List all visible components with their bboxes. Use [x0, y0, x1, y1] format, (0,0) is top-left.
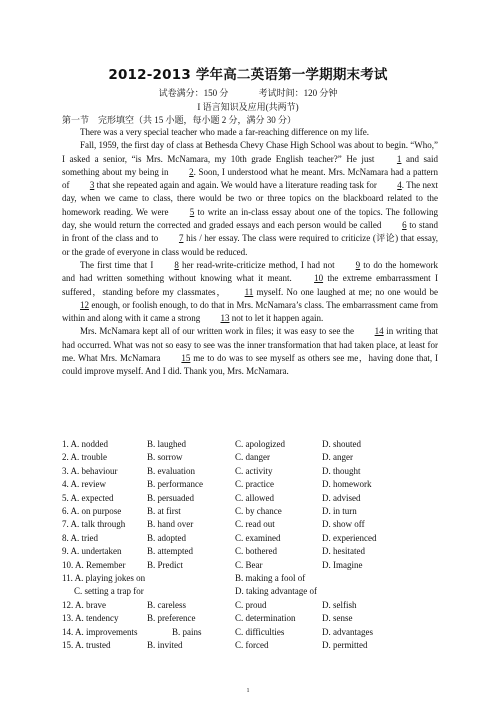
- blank-5: 5: [189, 206, 195, 217]
- option-row: 13. A. tendency B. preference C. determination D. sense: [62, 613, 353, 624]
- blank-8: 8: [174, 259, 179, 270]
- blank-3: 3: [89, 180, 95, 191]
- option-row-11a: 11. A. playing jokes on B. making a fool of: [62, 573, 306, 584]
- blank-15: 15: [181, 353, 191, 364]
- option-row: 10. A. Remember B. Predict C. Bear D. Imagine: [62, 559, 363, 570]
- option-row: 9. A. undertaken B. attempted C. bothered D. hesitated: [62, 546, 365, 557]
- option-row: 8. A. tried B. adopted C. examined D. experienced: [62, 532, 377, 543]
- blank-10: 10: [314, 273, 324, 284]
- blank-9: 9: [355, 259, 361, 270]
- option-row: 7. A. talk through B. hand over C. read out D. show off: [62, 519, 365, 530]
- option-row: 1. A. nodded B. laughed C. apologized D. shouted: [62, 439, 361, 449]
- blank-12: 12: [80, 299, 89, 310]
- paragraph-1: There was a very special teacher who made a far-reaching difference on my life.: [80, 127, 370, 137]
- time-info: 考试时间：120 分钟: [258, 88, 338, 98]
- score-info: 试卷满分：150 分: [158, 88, 229, 98]
- option-row: 15. A. trusted B. invited C. forced D. permitted: [62, 640, 368, 651]
- part-heading: I 语言知识及应用(共两节): [197, 102, 299, 112]
- option-row: 5. A. expected B. persuaded C. allowed D. advised: [62, 492, 361, 503]
- blank-4: 4: [397, 180, 402, 191]
- paragraph-3: The first time that I 8 her read-write-criticize method, I had not 9 to do the homework and had written something without knowing what it meant. 10 the extreme embarrassment I suffered，standing before my classmates， 11 myself. No one laughed at me; no one would be 12 enough, or foolish enough, to do that in Mrs. McNamara’s class. The embarrassment came from within and along with it came a strong 13 not to let it happen again.: [62, 259, 438, 325]
- paragraph-2: Fall, 1959, the first day of class at Bethesda Chevy Chase High School was about to begin. “Who,” I asked a senior, “is Mrs. McNamara, my 10th grade English teacher?” He just 1 and said something about my being in 2. Soon, I understood what he meant. Mrs. McNamara had a pattern of 3 that she repeated again and again. We would have a literature reading task for 4. The next day, when we came to class, there would be two or three topics on the blackboard related to the homework reading. We were 5 to write an in-class essay about one of the topics. The following day, she would return the corrected and graded essays and each person would be called 6 to stand in front of the class and to 7 his / her essay. The class were required to criticize (评论) that essay, or the grade of everyone in class would be reduced.: [62, 140, 439, 257]
- blank-2: 2: [189, 166, 194, 177]
- blank-11: 11: [244, 286, 254, 297]
- cloze-passage: [62, 126, 438, 379]
- blank-13: 13: [220, 313, 230, 324]
- paragraph-4: Mrs. McNamara kept all of our written work in files; it was easy to see the 14 in writing that had occurred. What was not so easy to see was the inner transformation that had taken place, at least for me. What Mrs. McNamara 15 me to do was to see myself as others see me，having done that, I could improve myself. And I did. Thank you, Mrs. McNamara.: [62, 326, 438, 377]
- section-heading: 第一节 完形填空（共 15 小题，每小题 2 分，满分 30 分）: [62, 115, 297, 125]
- option-row: 3. A. behaviour B. evaluation C. activity D. thought: [62, 465, 361, 476]
- blank-7: 7: [178, 233, 184, 244]
- option-row: 14. A. improvements B. pains C. difficulties D. advantages: [62, 626, 373, 637]
- blank-1: 1: [396, 153, 402, 164]
- option-row: 6. A. on purpose B. at first C. by chance D. in turn: [62, 506, 357, 517]
- blank-14: 14: [374, 326, 384, 337]
- exam-title: 2012-2013 学年高二英语第一学期期末考试: [108, 67, 388, 83]
- page-number: 1: [246, 688, 250, 694]
- exam-meta: [0, 86, 496, 99]
- answer-options: [62, 438, 442, 653]
- blank-6: 6: [402, 220, 407, 231]
- option-row: 12. A. brave B. careless C. proud D. selfish: [62, 599, 357, 610]
- option-row-11b: C. setting a trap for D. taking advantage of: [74, 586, 317, 597]
- option-row: 2. A. trouble B. sorrow C. danger D. anger: [62, 452, 353, 463]
- option-row: 4. A. review B. performance C. practice D. homework: [62, 479, 372, 490]
